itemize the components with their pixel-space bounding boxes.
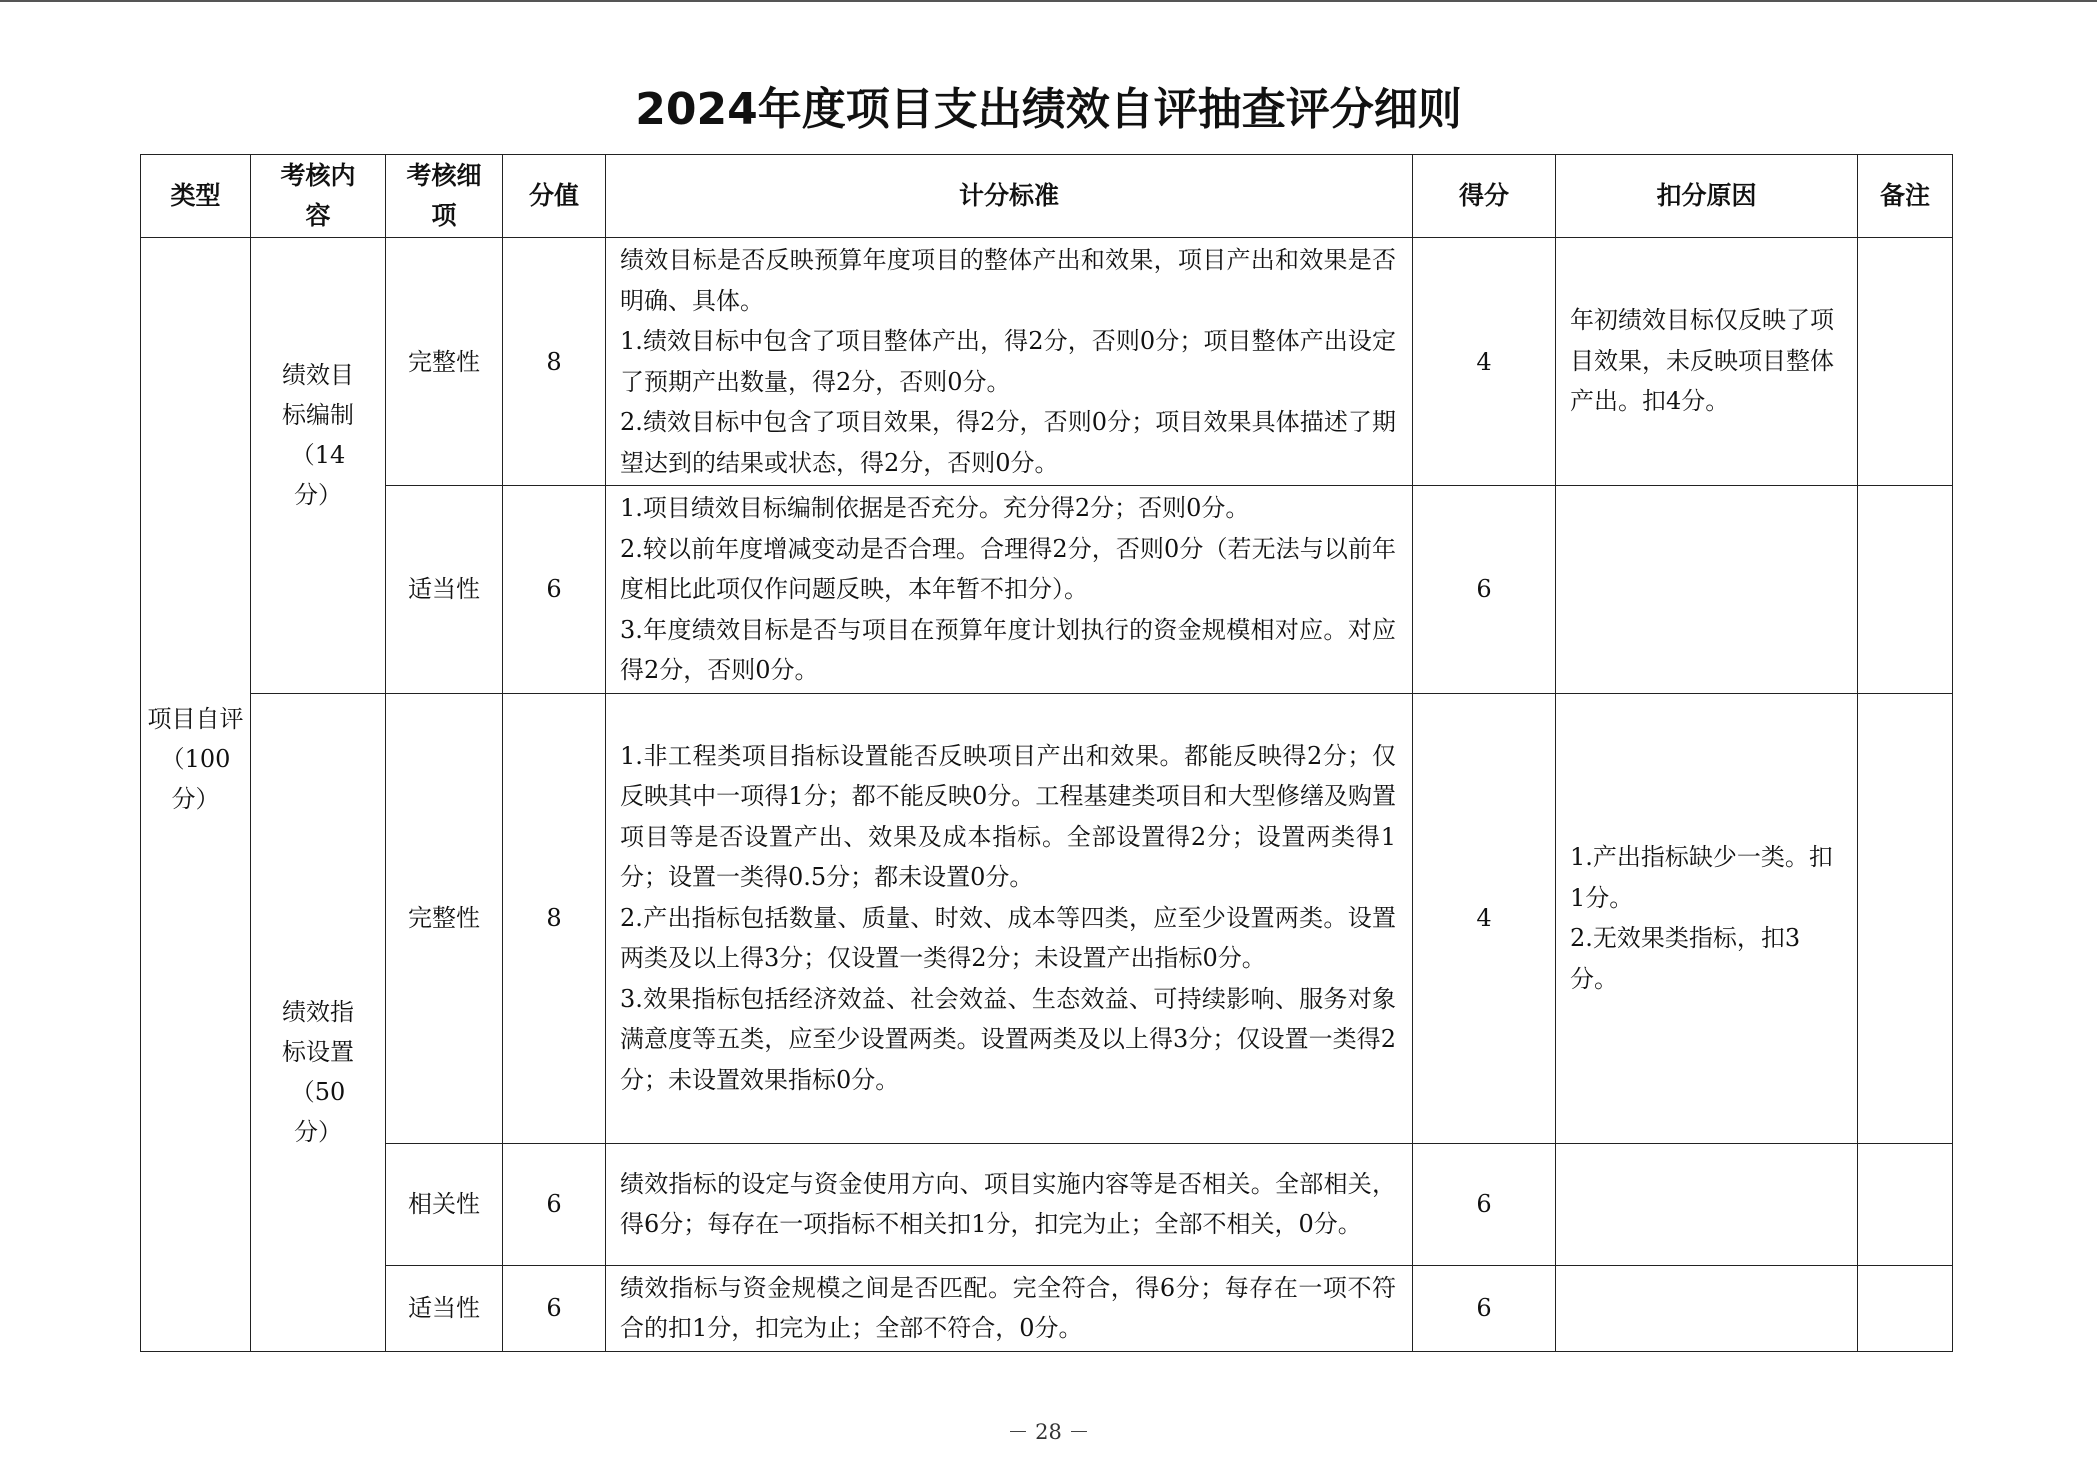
- top-border-line: [0, 0, 2097, 2]
- criteria-line: 1.项目绩效目标编制依据是否充分。充分得2分；否则0分。: [620, 494, 1250, 522]
- header-remark: 备注: [1858, 155, 1953, 238]
- item-cell: 完整性: [386, 693, 503, 1143]
- criteria-line: 绩效目标是否反映预算年度项目的整体产出和效果，项目产出和效果是否明确、具体。: [620, 246, 1396, 315]
- page-number: － 28 －: [1007, 1420, 1090, 1444]
- reason-cell: [1556, 238, 1858, 486]
- criteria-cell: [606, 1143, 1413, 1265]
- header-item: [386, 155, 503, 238]
- remark-cell: [1858, 693, 1953, 1143]
- content-cell-goal: [251, 238, 386, 694]
- item-cell: 适当性: [386, 1265, 503, 1351]
- score-cell: 6: [1413, 486, 1556, 694]
- criteria-line: 1.非工程类项目指标设置能否反映项目产出和效果。都能反映得2分；仅反映其中一项得1分；都不能反映0分。工程基建类项目和大型修缮及购置项目等是否设置产出、效果及成本指标。全部设置得2分；设置两类得1分；设置一类得0.5分；都未设置0分。: [620, 741, 1396, 892]
- reason-cell: [1556, 1265, 1858, 1351]
- item-cell: 适当性: [386, 486, 503, 694]
- item-cell: 相关性: [386, 1143, 503, 1265]
- value-cell: 6: [503, 486, 606, 694]
- reason-line: 年初绩效目标仅反映了项目效果，未反映项目整体产出。扣4分。: [1570, 306, 1834, 415]
- category-label: 项目自评（100分）: [147, 705, 244, 814]
- reason-cell: [1556, 1143, 1858, 1265]
- table-row: [141, 486, 1953, 694]
- page-title: 2024年度项目支出绩效自评抽查评分细则: [635, 84, 1462, 135]
- header-deduction-reason: 扣分原因: [1556, 155, 1858, 238]
- header-type: 类型: [141, 155, 251, 238]
- criteria-line: 2.较以前年度增减变动是否合理。合理得2分，否则0分（若无法与以前年度相比此项仅作问题反映，本年暂不扣分）。: [620, 534, 1396, 603]
- remark-cell: [1858, 1265, 1953, 1351]
- remark-cell: [1858, 238, 1953, 486]
- header-score: 得分: [1413, 155, 1556, 238]
- criteria-cell: [606, 238, 1413, 486]
- score-cell: 6: [1413, 1143, 1556, 1265]
- content-label-goal: 绩效目标编制（14分）: [282, 361, 354, 510]
- table-row: [141, 238, 1953, 486]
- header-content-text: 考核内容: [280, 161, 356, 230]
- remark-cell: [1858, 486, 1953, 694]
- value-cell: 8: [503, 693, 606, 1143]
- reason-line: 2.无效果类指标，扣3分。: [1570, 924, 1801, 993]
- value-cell: 6: [503, 1143, 606, 1265]
- content-label-indicator: 绩效指标设置（50分）: [282, 998, 354, 1146]
- criteria-line: 3.年度绩效目标是否与项目在预算年度计划执行的资金规模相对应。对应得2分，否则0分。: [620, 615, 1396, 684]
- criteria-cell: [606, 1265, 1413, 1351]
- criteria-line: 绩效指标的设定与资金使用方向、项目实施内容等是否相关。全部相关，得6分；每存在一项指标不相关扣1分，扣完为止；全部不相关，0分。: [620, 1169, 1396, 1238]
- reason-line: 1.产出指标缺少一类。扣1分。: [1570, 843, 1833, 912]
- table-header-row: [141, 155, 1953, 238]
- category-cell: [141, 238, 251, 1352]
- criteria-line: 3.效果指标包括经济效益、社会效益、生态效益、可持续影响、服务对象满意度等五类，应至少设置两类。设置两类及以上得3分；仅设置一类得2分；未设置效果指标0分。: [620, 984, 1396, 1094]
- table-row: [141, 693, 1953, 1143]
- criteria-line: 1.绩效目标中包含了项目整体产出，得2分，否则0分；项目整体产出设定了预期产出数量，得2分，否则0分。: [620, 327, 1396, 396]
- table-row: [141, 1265, 1953, 1351]
- score-cell: 4: [1413, 693, 1556, 1143]
- criteria-line: 2.绩效目标中包含了项目效果，得2分，否则0分；项目效果具体描述了期望达到的结果或状态，得2分，否则0分。: [620, 408, 1396, 477]
- header-content: [251, 155, 386, 238]
- score-cell: 6: [1413, 1265, 1556, 1351]
- header-item-text: 考核细项: [406, 161, 482, 230]
- header-score-value: 分值: [503, 155, 606, 238]
- criteria-line: 绩效指标与资金规模之间是否匹配。完全符合，得6分；每存在一项不符合的扣1分，扣完为止；全部不符合，0分。: [620, 1273, 1396, 1342]
- score-cell: 4: [1413, 238, 1556, 486]
- reason-cell: [1556, 486, 1858, 694]
- header-criteria: 计分标准: [606, 155, 1413, 238]
- value-cell: 6: [503, 1265, 606, 1351]
- criteria-cell: [606, 486, 1413, 694]
- item-cell: 完整性: [386, 238, 503, 486]
- table-row: [141, 1143, 1953, 1265]
- value-cell: 8: [503, 238, 606, 486]
- criteria-cell: [606, 693, 1413, 1143]
- reason-cell: [1556, 693, 1858, 1143]
- criteria-line: 2.产出指标包括数量、质量、时效、成本等四类，应至少设置两类。设置两类及以上得3分；仅设置一类得2分；未设置产出指标0分。: [620, 903, 1396, 973]
- content-cell-indicator: [251, 693, 386, 1351]
- remark-cell: [1858, 1143, 1953, 1265]
- scoring-table: [140, 154, 1953, 1352]
